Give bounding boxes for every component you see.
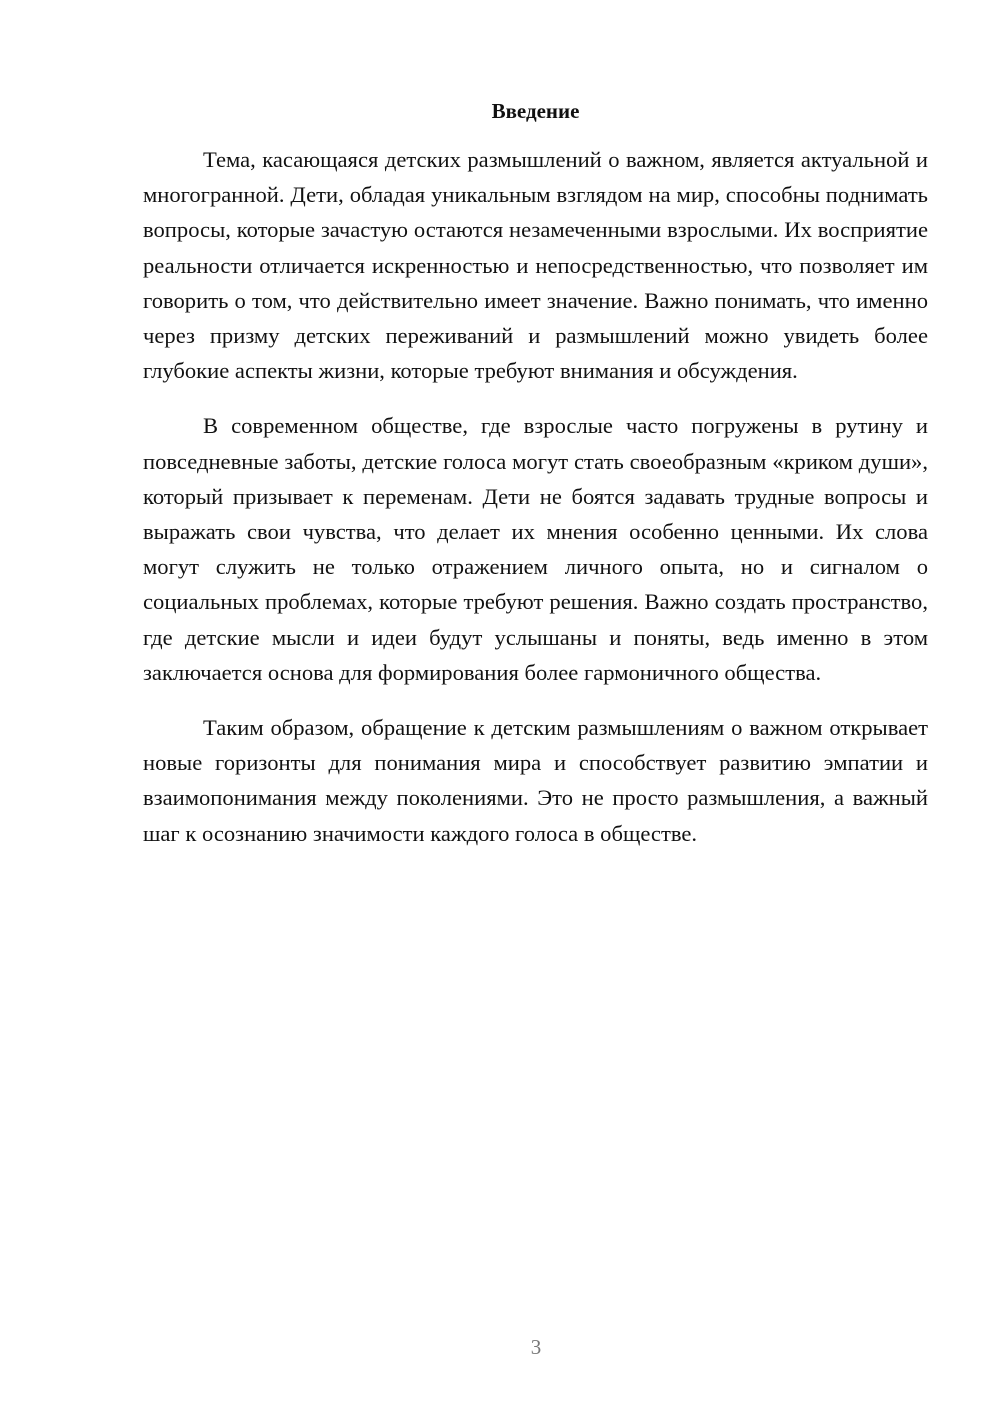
paragraph-3: Таким образом, обращение к детским размышлениям о важном открывает новые горизонты для понимания мира и способствует развитию эмпатии и взаимопонимания между поколениями. Это не просто размышления, а важный шаг к осознанию значимости каждого голоса в обществе.: [143, 715, 928, 846]
paragraph-1: Тема, касающаяся детских размышлений о важном, является актуальной и многогранной. Дети, обладая уникальным взглядом на мир, способны поднимать вопросы, которые зачастую остаются незамеченными взрослыми. Их восприятие реальности отличается искренностью и непосредственностью, что позволяет им говорить о том, что действительно имеет значение. Важно понимать, что именно через призму детских переживаний и размышлений можно увидеть более глубокие аспекты жизни, которые требуют внимания и обсуждения.: [143, 147, 928, 384]
paragraph-2: В современном обществе, где взрослые часто погружены в рутину и повседневные заботы, детские голоса могут стать своеобразным «криком души», который призывает к переменам. Дети не боятся задавать трудные вопросы и выражать свои чувства, что делает их мнения особенно ценными. Их слова могут служить не только отражением личного опыта, но и сигналом о социальных проблемах, которые требуют решения. Важно создать пространство, где детские мысли и идеи будут услышаны и поняты, ведь именно в этом заключается основа для формирования более гармоничного общества.: [143, 413, 928, 685]
page-number: 3: [530, 1335, 542, 1359]
body-text: [143, 142, 928, 871]
section-title: Введение: [491, 99, 580, 123]
